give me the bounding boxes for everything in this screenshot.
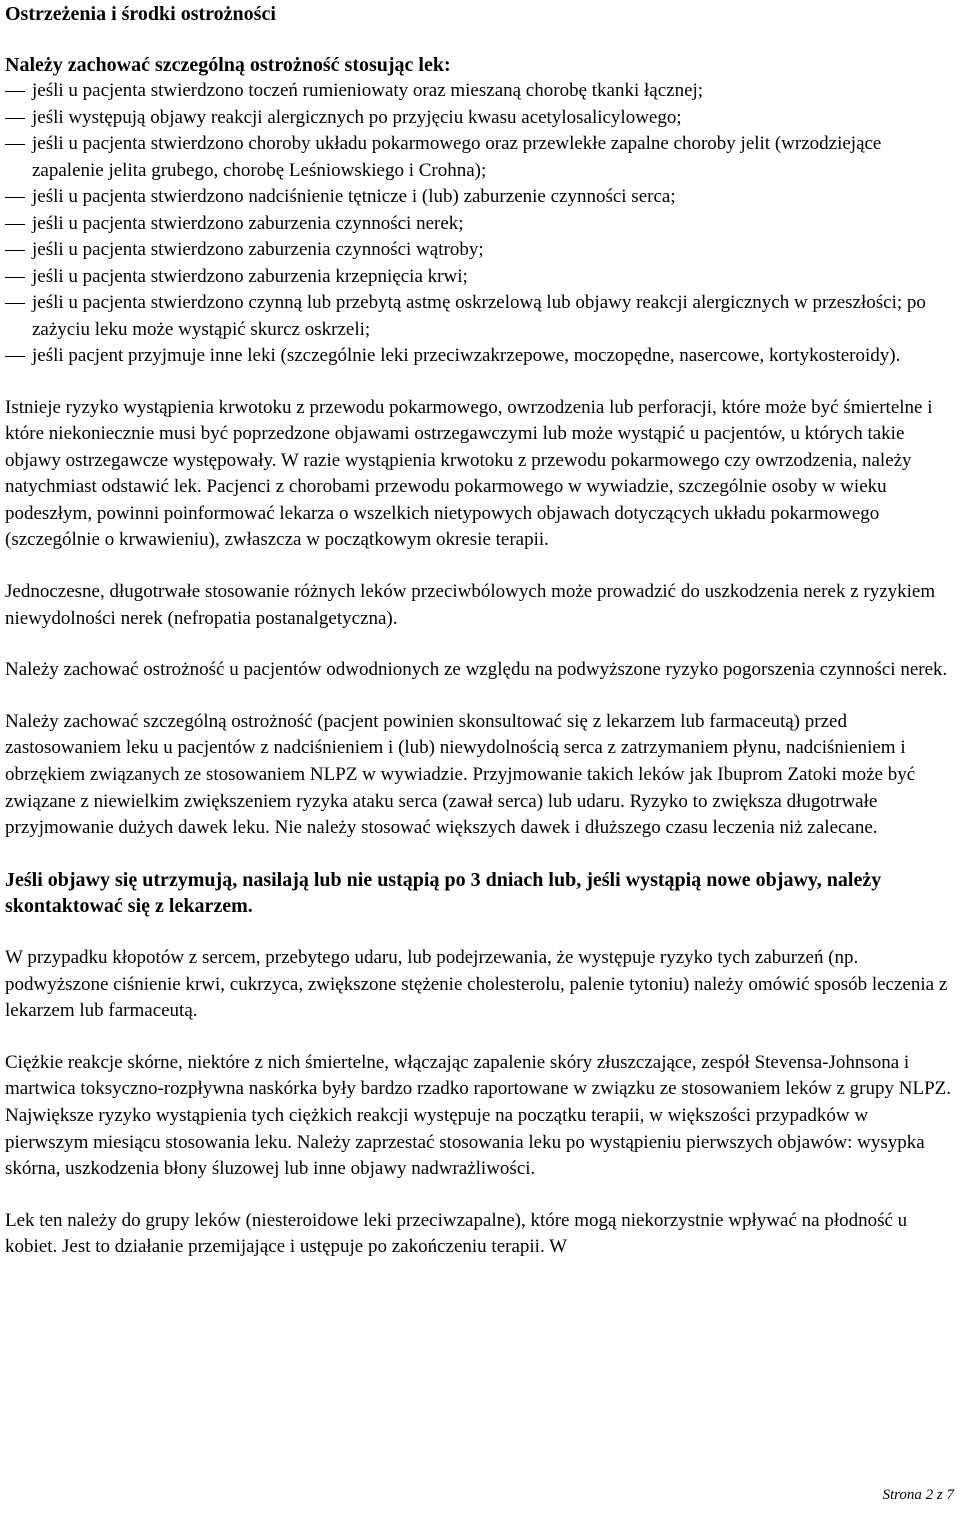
list-item-text: jeśli u pacjenta stwierdzono nadciśnienie tętnicze i (lub) zaburzenie czynności serca;	[32, 186, 676, 207]
list-item-text: jeśli u pacjenta stwierdzono zaburzenia czynności wątroby;	[32, 239, 484, 260]
list-item	[5, 105, 955, 132]
list-item	[5, 237, 955, 264]
precautions-subheading: Należy zachować szczególną ostrożność stosując lek:	[5, 54, 451, 76]
list-item-text: jeśli u pacjenta stwierdzono choroby układu pokarmowego oraz przewlekłe zapalne choroby jelit (wrzodziejące zapalenie jelita grubego, chorobę Leśniowskiego i Crohna);	[32, 133, 882, 181]
list-item	[5, 78, 955, 105]
dash-bullet-icon	[5, 91, 25, 92]
list-item-text: jeśli pacjent przyjmuje inne leki (szczególnie leki przeciwzakrzepowe, moczopędne, nasercowe, kortykosteroidy).	[32, 345, 901, 366]
dash-bullet-icon	[5, 303, 25, 304]
list-item-text: jeśli u pacjenta stwierdzono czynną lub przebytą astmę oskrzelową lub objawy reakcji alergicznych w przeszłości; po zażyciu leku może wystąpić skurcz oskrzeli;	[32, 292, 926, 340]
precautions-list	[5, 78, 955, 370]
list-item	[5, 211, 955, 238]
dash-bullet-icon	[5, 224, 25, 225]
dash-bullet-icon	[5, 356, 25, 357]
dash-bullet-icon	[5, 250, 25, 251]
paragraph-cardiovascular: Należy zachować szczególną ostrożność (pacjent powinien skonsultować się z lekarzem lub farmaceutą) przed zastosowaniem leku u pacjentów z nadciśnieniem i (lub) niewydolnością serca z zatrzymaniem płynu, nadciśnieniem i obrzękiem związanych ze stosowaniem NLPZ w wywiadzie. Przyjmowanie takich leków jak Ibuprom Zatoki może być związane z niewielkim zwiększeniem ryzyka ataku serca (zawał serca) lub udaru. Ryzyko to zwiększa długotrwałe przyjmowanie dużych dawek leku. Nie należy stosować większych dawek i dłuższego czasu leczenia niż zalecane.	[5, 710, 916, 839]
dash-bullet-icon	[5, 277, 25, 278]
list-item	[5, 131, 955, 184]
list-item	[5, 184, 955, 211]
dash-bullet-icon	[5, 118, 25, 119]
list-item-text: jeśli u pacjenta stwierdzono zaburzenia krzepnięcia krwi;	[32, 265, 468, 287]
paragraph-heart-problems: W przypadku kłopotów z sercem, przebytego udaru, lub podejrzewania, że występuje ryzyko tych zaburzeń (np. podwyższone ciśnienie krwi, cukrzyca, zwiększone stężenie cholesterolu, palenie tytoniu) należy omówić sposób leczenia z lekarzem lub farmaceutą.	[5, 947, 948, 1022]
paragraph-dehydration: Należy zachować ostrożność u pacjentów odwodnionych ze względu na podwyższone ryzyko pogorszenia czynności nerek.	[5, 659, 948, 681]
dash-bullet-icon	[5, 197, 25, 198]
list-item-text: jeśli występują objawy reakcji alergicznych po przyjęciu kwasu acetylosalicylowego;	[32, 106, 682, 128]
paragraph-kidney-damage: Jednoczesne, długotrwałe stosowanie różnych leków przeciwbólowych może prowadzić do uszkodzenia nerek z ryzykiem niewydolności nerek (nefropatia postanalgetyczna).	[5, 581, 936, 629]
list-item-text: jeśli u pacjenta stwierdzono zaburzenia czynności nerek;	[32, 212, 464, 234]
list-item	[5, 343, 955, 370]
page-number: Strona 2 z 7	[882, 1487, 954, 1503]
paragraph-fertility: Lek ten należy do grupy leków (niesteroidowe leki przeciwzapalne), które mogą niekorzystnie wpływać na płodność u kobiet. Jest to działanie przemijające i ustępuje po zakończeniu terapii. W	[5, 1209, 908, 1258]
list-item-text: jeśli u pacjenta stwierdzono toczeń rumieniowaty oraz mieszaną chorobę tkanki łącznej;	[32, 80, 704, 101]
section-heading: Ostrzeżenia i środki ostrożności	[5, 3, 276, 25]
paragraph-bleeding-risk: Istnieje ryzyko wystąpienia krwotoku z przewodu pokarmowego, owrzodzenia lub perforacji, które może być śmiertelne i które niekoniecznie musi być poprzedzone objawami ostrzegawczymi lub może wystąpić u pacjentów, u których takie objawy ostrzegawcze występowały. W razie wystąpienia krwotoku z przewodu pokarmowego czy owrzodzenia, należy natychmiast odstawić lek. Pacjenci z chorobami przewodu pokarmowego w wywiadzie, szczególnie osoby w wieku podeszłym, powinni poinformować lekarza o wszelkich nietypowych objawach dotyczących układu pokarmowego (szczególnie o krwawieniu), zwłaszcza w początkowym okresie terapii.	[5, 396, 933, 551]
list-item	[5, 290, 955, 343]
dash-bullet-icon	[5, 144, 25, 145]
paragraph-skin-reactions: Ciężkie reakcje skórne, niektóre z nich śmiertelne, włączając zapalenie skóry złuszczające, zespół Stevensa-Johnsona i martwica toksyczno-rozpływna naskórka były bardzo rzadko raportowane w związku ze stosowaniem leków z grupy NLPZ. Największe ryzyko wystąpienia tych ciężkich reakcji występuje na początku terapii, w większości przypadków w pierwszym miesiącu stosowania leku. Należy zaprzestać stosowania leku po wystąpieniu pierwszych objawów: wysypka skórna, uszkodzenia błony śluzowej lub inne objawy nadwrażliwości.	[5, 1051, 951, 1180]
paragraph-consult-doctor: Jeśli objawy się utrzymują, nasilają lub nie ustąpią po 3 dniach lub, jeśli wystąpią nowe objawy, należy skontaktować się z lekarzem.	[5, 868, 882, 918]
document-page	[5, 0, 955, 1261]
list-item	[5, 264, 955, 291]
